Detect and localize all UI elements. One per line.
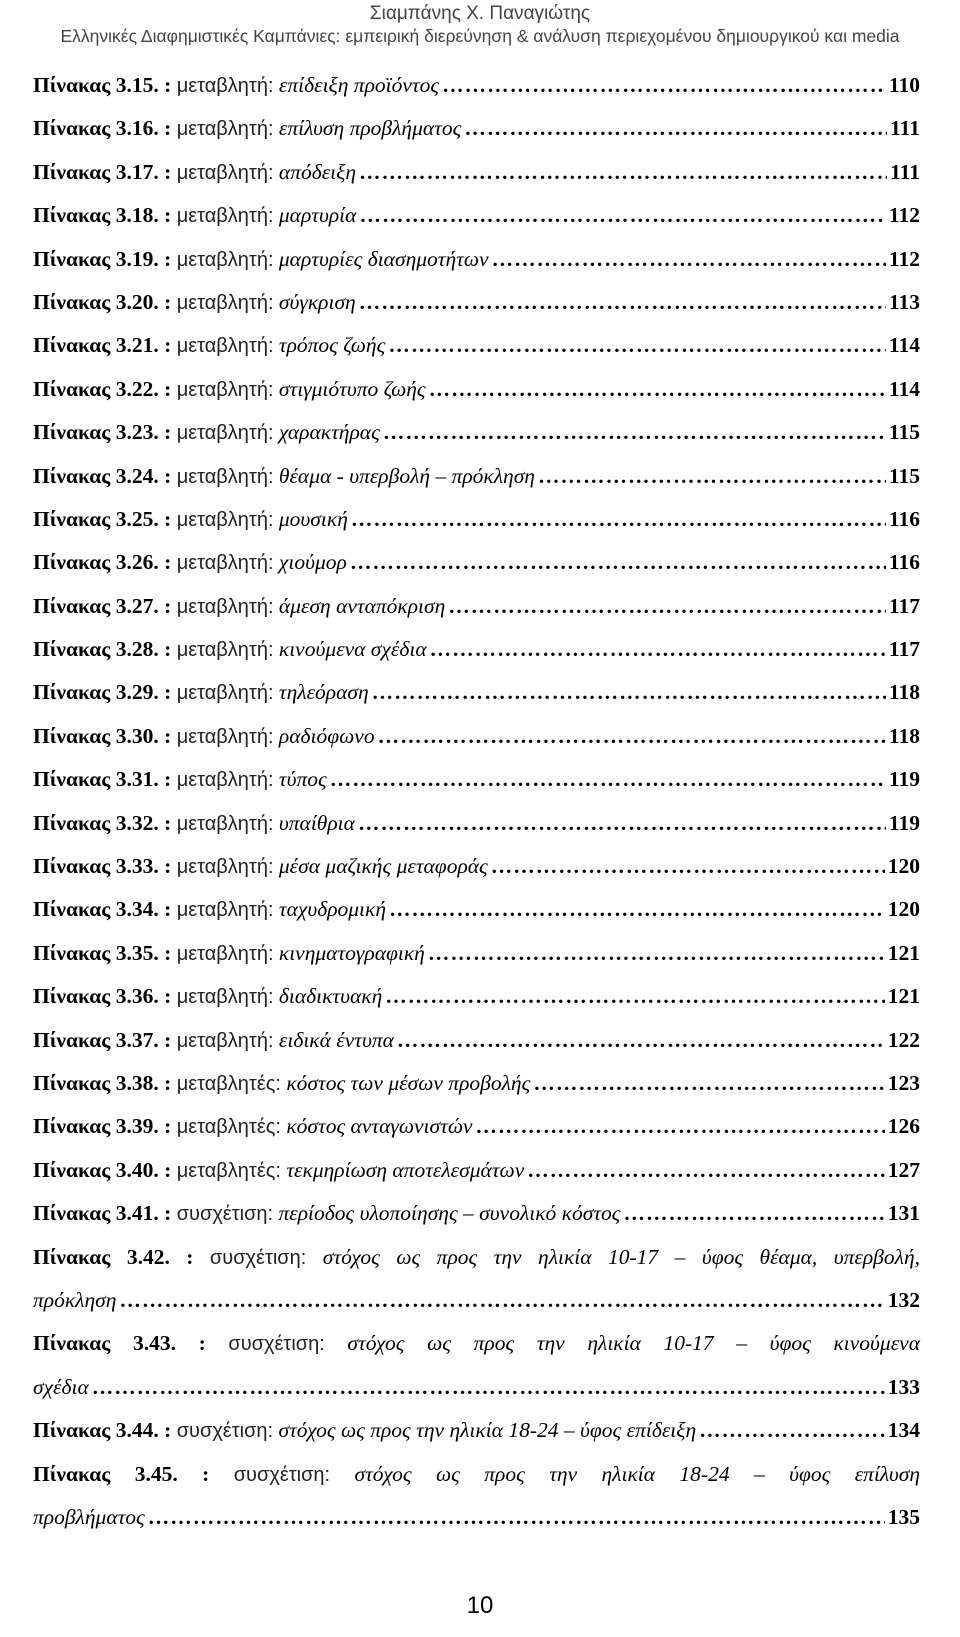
table-topic: τεκμηρίωση αποτελεσμάτων (286, 1157, 525, 1182)
toc-entry: Πίνακας 3.41. : συσχέτιση: περίοδος υλοποίησης – συνολικό κόστος ………………………………………………………………………………………………………………………………………………………………………………………………………………………… 131 (33, 1192, 920, 1235)
toc-entry: Πίνακας 3.28. : μεταβλητή: κινούμενα σχέδια ………………………………………………………………………………………………………………………………………………………………………………………………………………………… 117 (33, 628, 920, 671)
variable-kind: μεταβλητή: (176, 75, 274, 97)
table-label: Πίνακας 3.30. (33, 723, 159, 748)
table-topic: κόστος ανταγωνιστών (286, 1114, 473, 1139)
page-ref: 118 (888, 723, 920, 748)
running-header (0, 2, 960, 47)
page-ref: 116 (888, 506, 920, 531)
page-ref: 131 (887, 1201, 920, 1226)
table-label: Πίνακας 3.43. (33, 1331, 176, 1356)
page-ref: 121 (887, 940, 920, 965)
variable-kind: μεταβλητή: (176, 769, 274, 792)
table-topic: τρόπος ζωής (278, 333, 386, 358)
variable-kind: μεταβλητή: (176, 1029, 274, 1052)
table-label: Πίνακας 3.33. (33, 854, 159, 879)
page-ref: 113 (888, 289, 920, 314)
toc-entry: Πίνακας 3.18. : μεταβλητή: μαρτυρία ………………………………………………………………………………………………………………………………………………………………………………………………………………………… 112 (33, 194, 920, 237)
dot-leader (448, 585, 886, 628)
table-label: Πίνακας 3.26. (33, 550, 159, 575)
page-ref: 118 (888, 680, 920, 705)
dot-leader (359, 194, 885, 237)
table-topic: τηλεόραση (278, 680, 369, 705)
header-author: Σιαμπάνης Χ. Παναγιώτης (369, 3, 591, 24)
page-ref: 117 (888, 637, 920, 662)
toc-entry-line: Πίνακας 3.42. : συσχέτιση: στόχος ως προς την ηλικία 10-17 – ύφος θέαμα, υπερβολή, (33, 1244, 920, 1269)
variable-kind: μεταβλητή: (176, 335, 274, 358)
table-topic: ταχυδρομική (278, 897, 387, 922)
table-label: Πίνακας 3.15. (33, 73, 159, 97)
variable-kind: μεταβλητή: (176, 595, 274, 618)
dot-leader (397, 1019, 885, 1062)
table-topic: κινούμενα σχέδια (278, 637, 427, 662)
table-topic: ειδικά έντυπα (278, 1027, 394, 1052)
page-ref: 123 (887, 1070, 920, 1095)
variable-kind: μεταβλητές: (176, 1159, 281, 1182)
dot-leader (330, 758, 886, 801)
dot-leader (492, 238, 886, 281)
table-topic: χαρακτήρας (278, 420, 380, 445)
toc-entry: Πίνακας 3.15. : μεταβλητή: επίδειξη προϊόντος ………………………………………………………………………………………………………………………………………………………………………………………………………………………… 110 (33, 64, 920, 107)
page-ref: 134 (887, 1418, 920, 1443)
table-topic: μουσική (278, 506, 348, 531)
table-label: Πίνακας 3.19. (33, 246, 159, 271)
table-label: Πίνακας 3.20. (33, 289, 159, 314)
page-ref: 135 (887, 1504, 920, 1529)
dot-leader (92, 1366, 885, 1409)
toc-entry: Πίνακας 3.26. : μεταβλητή: χιούμορ ………………………………………………………………………………………………………………………………………………………………………………………………………………………… 116 (33, 541, 920, 584)
variable-kind: συσχέτιση: (233, 1463, 331, 1486)
toc-entry: Πίνακας 3.38. : μεταβλητές: κόστος των μέσων προβολής ………………………………………………………………………………………………………………………………………………………………………………………………………………………… 123 (33, 1062, 920, 1105)
table-label: Πίνακας 3.28. (33, 637, 159, 662)
table-label: Πίνακας 3.31. (33, 767, 159, 792)
toc-entry-line: Πίνακας 3.45. : συσχέτιση: στόχος ως προς την ηλικία 18-24 – ύφος επίλυση (33, 1461, 920, 1486)
dot-leader (428, 932, 885, 975)
table-label: Πίνακας 3.22. (33, 376, 159, 401)
toc-entry-line: Πίνακας 3.43. : συσχέτιση: στόχος ως προς την ηλικία 10-17 – ύφος κινούμενα (33, 1331, 920, 1356)
toc-entry: Πίνακας 3.23. : μεταβλητή: χαρακτήρας ………………………………………………………………………………………………………………………………………………………………………………………………………………………… 115 (33, 411, 920, 454)
table-topic: περίοδος υλοποίησης – συνολικό κόστος (278, 1201, 621, 1226)
table-label: Πίνακας 3.35. (33, 940, 159, 965)
toc-entry: Πίνακας 3.37. : μεταβλητή: ειδικά έντυπα ………………………………………………………………………………………………………………………………………………………………………………………………………………………… 122 (33, 1019, 920, 1062)
table-topic: υπαίθρια (278, 810, 355, 835)
toc-entry-line (33, 1366, 920, 1409)
dot-leader (430, 628, 886, 671)
dot-leader (350, 541, 886, 584)
table-label: Πίνακας 3.21. (33, 333, 159, 358)
variable-kind: μεταβλητή: (176, 378, 274, 401)
table-topic: μέσα μαζικής μεταφοράς (278, 854, 488, 879)
page-ref: 121 (887, 984, 920, 1009)
table-label: Πίνακας 3.37. (33, 1027, 159, 1052)
variable-kind: μεταβλητή: (176, 422, 274, 445)
variable-kind: μεταβλητή: (176, 682, 274, 705)
table-label: Πίνακας 3.32. (33, 810, 159, 835)
dot-leader (359, 281, 886, 324)
page-ref: 111 (890, 159, 920, 184)
toc-entry: Πίνακας 3.27. : μεταβλητή: άμεση ανταπόκριση ………………………………………………………………………………………………………………………………………………………………………………………………………………………… 117 (33, 585, 920, 628)
table-topic: κόστος των μέσων προβολής (286, 1070, 531, 1095)
dot-leader (533, 1062, 884, 1105)
variable-kind: συσχέτιση: (176, 1420, 274, 1443)
dot-leader (385, 975, 884, 1018)
table-label: Πίνακας 3.16. (33, 116, 159, 141)
variable-kind: μεταβλητές: (176, 1116, 281, 1139)
variable-kind: μεταβλητή: (176, 508, 274, 531)
variable-kind: μεταβλητή: (176, 986, 274, 1009)
dot-leader (491, 845, 885, 888)
dot-leader (538, 455, 886, 498)
table-topic: άμεση ανταπόκριση (278, 593, 446, 618)
table-topic: μαρτυρίες διασημοτήτων (278, 246, 489, 271)
table-topic: σύγκριση (278, 289, 356, 314)
table-topic: μαρτυρία (278, 203, 357, 228)
variable-kind: μεταβλητή: (176, 725, 274, 748)
toc-entries (33, 64, 920, 1236)
variable-kind: μεταβλητές: (176, 1072, 281, 1095)
toc-entry-3-44: Πίνακας 3.44. : συσχέτιση: στόχος ως προς την ηλικία 18-24 – ύφος επίδειξη ………………………………………………………………………………………………………………………………………………………………………………………………………………………… 134 (33, 1409, 920, 1452)
variable-kind: συσχέτιση: (176, 1203, 274, 1226)
table-topic-cont: πρόκληση (33, 1287, 117, 1312)
table-label: Πίνακας 3.42. (33, 1244, 170, 1269)
page-ref: 114 (888, 333, 920, 358)
variable-kind: συσχέτιση: (209, 1246, 307, 1269)
page-ref: 117 (888, 593, 920, 618)
dot-leader (148, 1496, 885, 1539)
table-topic: χιούμορ (278, 550, 347, 575)
table-topic-cont: προβλήματος (33, 1504, 145, 1529)
toc-entry: Πίνακας 3.34. : μεταβλητή: ταχυδρομική ………………………………………………………………………………………………………………………………………………………………………………………………………………………… 120 (33, 888, 920, 931)
toc-entry: Πίνακας 3.30. : μεταβλητή: ραδιόφωνο ………………………………………………………………………………………………………………………………………………………………………………………………………………………… 118 (33, 715, 920, 758)
toc-entry: Πίνακας 3.39. : μεταβλητές: κόστος ανταγωνιστών ………………………………………………………………………………………………………………………………………………………………………………………………………………………… 126 (33, 1105, 920, 1148)
variable-kind: μεταβλητή: (176, 899, 274, 922)
table-label: Πίνακας 3.41. (33, 1201, 159, 1226)
table-label: Πίνακας 3.38. (33, 1070, 159, 1095)
dot-leader (383, 411, 886, 454)
toc-entry-line (33, 1279, 920, 1322)
toc-entry: Πίνακας 3.16. : μεταβλητή: επίλυση προβλήματος ………………………………………………………………………………………………………………………………………………………………………………………………………………………… 111 (33, 107, 920, 150)
dot-leader (624, 1192, 885, 1235)
dot-leader (699, 1409, 885, 1452)
variable-kind: μεταβλητή: (176, 118, 274, 141)
page-ref: 115 (888, 420, 920, 445)
table-topic: στιγμιότυπο ζωής (278, 376, 426, 401)
dot-leader (351, 498, 886, 541)
page-number: 10 (466, 1592, 494, 1619)
table-topic: επίδειξη προϊόντος (278, 73, 440, 97)
table-topic: τύπος (278, 767, 327, 792)
page-ref: 120 (887, 897, 920, 922)
variable-kind: μεταβλητή: (176, 161, 274, 184)
table-label: Πίνακας 3.34. (33, 897, 159, 922)
table-label: Πίνακας 3.24. (33, 463, 159, 488)
dot-leader (442, 64, 886, 107)
page-ref: 122 (887, 1027, 920, 1052)
table-topic: στόχος ως προς την ηλικία 10-17 – ύφος θέαμα, υπερβολή, (322, 1244, 920, 1269)
dot-leader (475, 1105, 884, 1148)
page-ref: 119 (888, 810, 920, 835)
variable-kind: μεταβλητή: (176, 639, 274, 662)
table-topic: απόδειξη (278, 159, 357, 184)
toc-entry: Πίνακας 3.29. : μεταβλητή: τηλεόραση ………………………………………………………………………………………………………………………………………………………………………………………………………………………… 118 (33, 671, 920, 714)
variable-kind: μεταβλητή: (176, 942, 274, 965)
dot-leader (429, 368, 886, 411)
toc-entry: Πίνακας 3.17. : μεταβλητή: απόδειξη ………………………………………………………………………………………………………………………………………………………………………………………………………………………… 111 (33, 151, 920, 194)
table-label: Πίνακας 3.29. (33, 680, 159, 705)
variable-kind: μεταβλητή: (176, 812, 274, 835)
dot-leader (358, 802, 886, 845)
page-ref: 127 (887, 1157, 920, 1182)
variable-kind: μεταβλητή: (176, 465, 274, 488)
table-topic: στόχος ως προς την ηλικία 18-24 – ύφος επίλυση (354, 1461, 920, 1486)
dot-leader (119, 1279, 884, 1322)
toc-entry: Πίνακας 3.33. : μεταβλητή: μέσα μαζικής μεταφοράς ………………………………………………………………………………………………………………………………………………………………………………………………………………………… 120 (33, 845, 920, 888)
dot-leader (359, 151, 887, 194)
dot-leader (388, 324, 886, 367)
page-ref: 133 (887, 1374, 920, 1399)
toc-entry: Πίνακας 3.22. : μεταβλητή: στιγμιότυπο ζωής ………………………………………………………………………………………………………………………………………………………………………………………………………………………… 114 (33, 368, 920, 411)
toc-entry-3-43 (33, 1322, 920, 1409)
table-label: Πίνακας 3.36. (33, 984, 159, 1009)
page-ref: 126 (887, 1114, 920, 1139)
toc-entry: Πίνακας 3.36. : μεταβλητή: διαδικτυακή ………………………………………………………………………………………………………………………………………………………………………………………………………………………… 121 (33, 975, 920, 1018)
toc-entry: Πίνακας 3.25. : μεταβλητή: μουσική ………………………………………………………………………………………………………………………………………………………………………………………………………………………… 116 (33, 498, 920, 541)
page-ref: 120 (887, 854, 920, 879)
table-topic: στόχος ως προς την ηλικία 18-24 – ύφος επίδειξη (278, 1418, 697, 1443)
table-label: Πίνακας 3.25. (33, 506, 159, 531)
variable-kind: μεταβλητή: (176, 205, 274, 228)
page-ref: 116 (888, 550, 920, 575)
table-label: Πίνακας 3.17. (33, 159, 159, 184)
toc-entry: Πίνακας 3.24. : μεταβλητή: θέαμα - υπερβολή – πρόκληση ………………………………………………………………………………………………………………………………………………………………………………………………………………………… 115 (33, 455, 920, 498)
toc-entry: Πίνακας 3.32. : μεταβλητή: υπαίθρια ………………………………………………………………………………………………………………………………………………………………………………………………………………………… 119 (33, 802, 920, 845)
toc-entry: Πίνακας 3.21. : μεταβλητή: τρόπος ζωής ………………………………………………………………………………………………………………………………………………………………………………………………………………………… 114 (33, 324, 920, 367)
table-label: Πίνακας 3.39. (33, 1114, 159, 1139)
table-topic: επίλυση προβλήματος (278, 116, 462, 141)
toc-entry: Πίνακας 3.19. : μεταβλητή: μαρτυρίες διασημοτήτων ………………………………………………………………………………………………………………………………………………………………………………………………………………………… 112 (33, 238, 920, 281)
table-topic: κινηματογραφική (278, 940, 425, 965)
variable-kind: μεταβλητή: (176, 291, 274, 314)
list-of-tables (33, 64, 920, 1539)
toc-entry: Πίνακας 3.40. : μεταβλητές: τεκμηρίωση αποτελεσμάτων ………………………………………………………………………………………………………………………………………………………………………………………………………………………… 127 (33, 1149, 920, 1192)
table-label: Πίνακας 3.27. (33, 593, 159, 618)
table-label: Πίνακας 3.40. (33, 1157, 159, 1182)
table-label: Πίνακας 3.44. (33, 1418, 159, 1443)
toc-entry: Πίνακας 3.31. : μεταβλητή: τύπος ………………………………………………………………………………………………………………………………………………………………………………………………………………………… 119 (33, 758, 920, 801)
header-title: Ελληνικές Διαφημιστικές Καμπάνιες: εμπειρική διερεύνηση & ανάλυση περιεχομένου δημιουργικού και media (60, 26, 900, 46)
table-label: Πίνακας 3.23. (33, 420, 159, 445)
dot-leader (378, 715, 886, 758)
dot-leader (527, 1149, 885, 1192)
table-topic: στόχος ως προς την ηλικία 10-17 – ύφος κινούμενα (347, 1331, 920, 1356)
page-ref: 110 (888, 73, 920, 97)
variable-kind: μεταβλητή: (176, 552, 274, 575)
toc-entry-line (33, 1496, 920, 1539)
variable-kind: συσχέτιση: (228, 1333, 325, 1356)
dot-leader (464, 107, 887, 150)
page-ref: 114 (888, 376, 920, 401)
variable-kind: μεταβλητή: (176, 856, 274, 879)
variable-kind: μεταβλητή: (176, 248, 274, 271)
page-ref: 132 (887, 1287, 920, 1312)
table-topic: διαδικτυακή (278, 984, 383, 1009)
dot-leader (372, 671, 886, 714)
toc-entry: Πίνακας 3.35. : μεταβλητή: κινηματογραφική ………………………………………………………………………………………………………………………………………………………………………………………………………………………… 121 (33, 932, 920, 975)
page-ref: 112 (888, 246, 920, 271)
page-ref: 112 (888, 203, 920, 228)
page-ref: 119 (888, 767, 920, 792)
table-topic-cont: σχέδια (33, 1374, 89, 1399)
table-topic: ραδιόφωνο (278, 723, 375, 748)
toc-entry: Πίνακας 3.20. : μεταβλητή: σύγκριση ………………………………………………………………………………………………………………………………………………………………………………………………………………………… 113 (33, 281, 920, 324)
page-ref: 115 (888, 463, 920, 488)
table-label: Πίνακας 3.45. (33, 1461, 178, 1486)
table-topic: θέαμα - υπερβολή – πρόκληση (278, 463, 535, 488)
page-ref: 111 (890, 116, 920, 141)
toc-entry-3-42 (33, 1236, 920, 1323)
toc-entry-3-45 (33, 1453, 920, 1540)
table-label: Πίνακας 3.18. (33, 203, 159, 228)
dot-leader (389, 888, 885, 931)
